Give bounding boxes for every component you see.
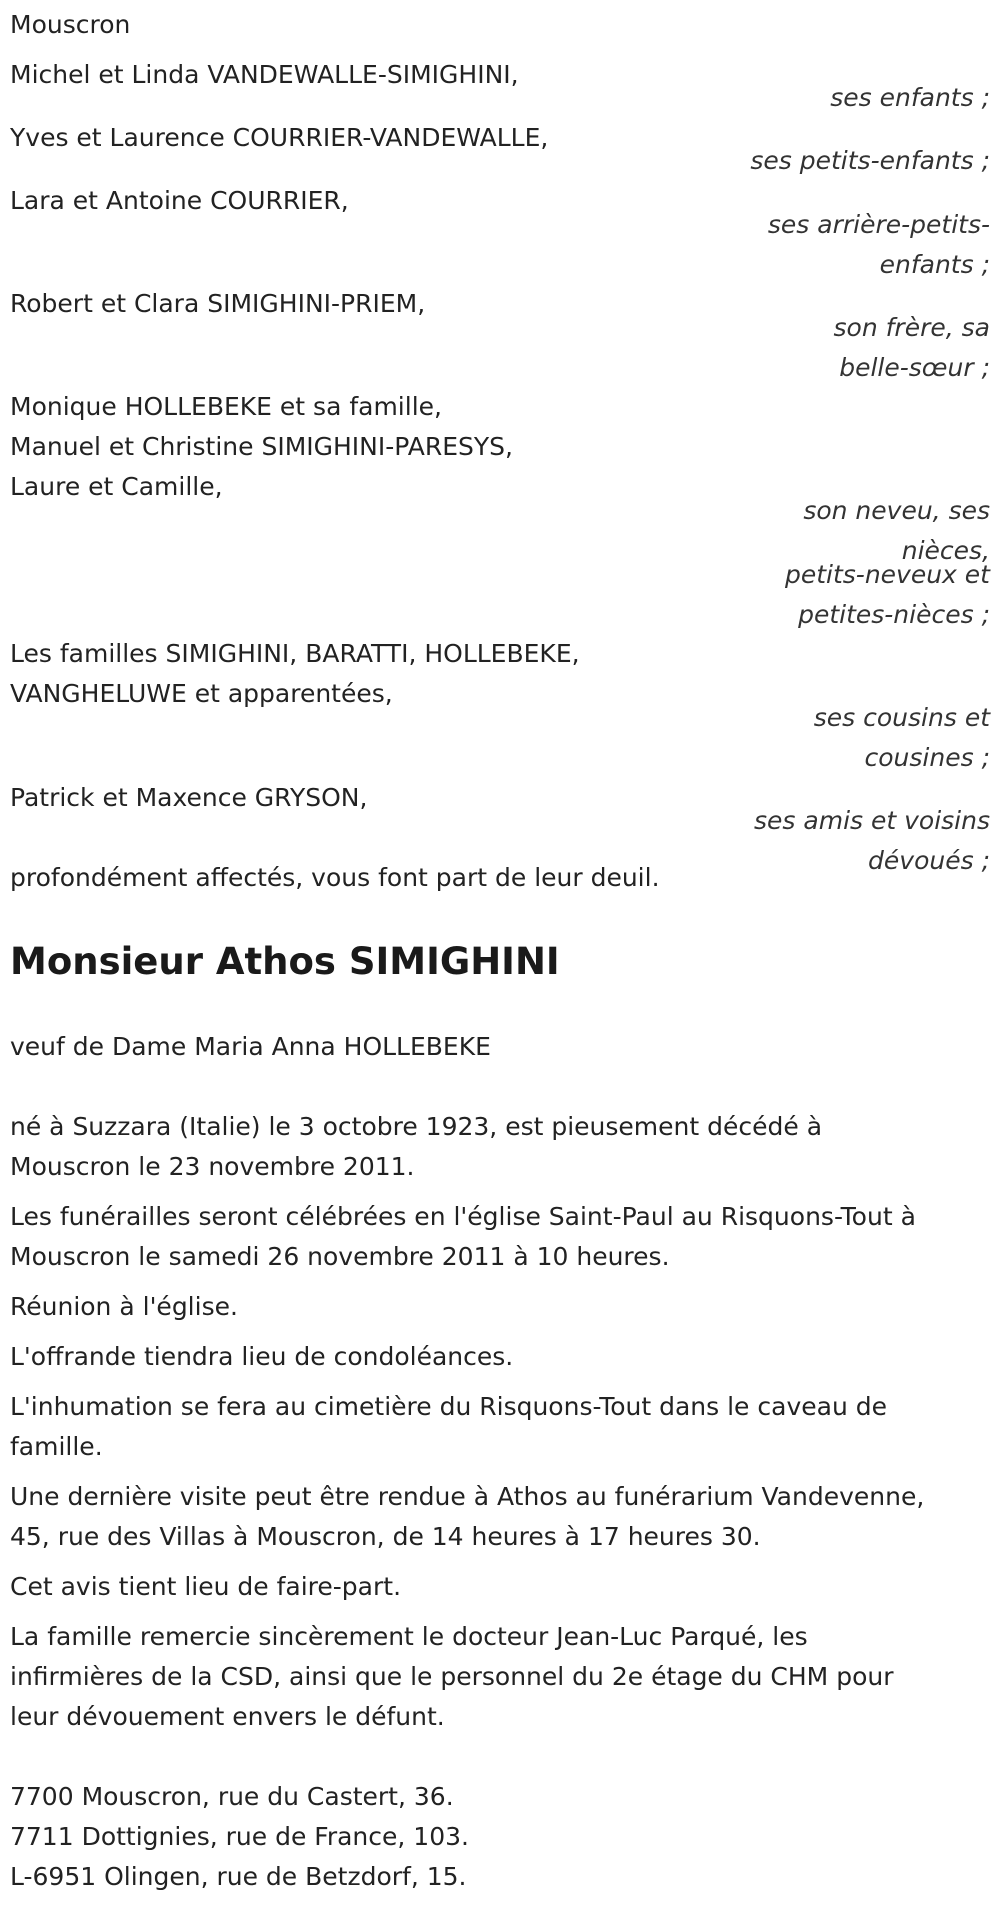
family-relation: dévoués ;	[868, 846, 990, 875]
family-relation: son frère, sa	[833, 313, 990, 342]
paragraph-line: Une dernière visite peut être rendue à Athos au funérarium Vandevenne,	[10, 1482, 925, 1511]
paragraph-line: L'inhumation se fera au cimetière du Risquons-Tout dans le caveau de	[10, 1392, 887, 1421]
paragraph-line: né à Suzzara (Italie) le 3 octobre 1923, est pieusement décédé à	[10, 1112, 823, 1141]
family-relation: enfants ;	[879, 250, 990, 279]
family-relation: nièces,	[901, 536, 990, 565]
family-relation: petits-neveux et	[784, 560, 990, 589]
family-names: Manuel et Christine SIMIGHINI-PARESYS,	[10, 432, 513, 461]
family-names: Robert et Clara SIMIGHINI-PRIEM,	[10, 289, 426, 318]
family-names: Les familles SIMIGHINI, BARATTI, HOLLEBEKE,	[10, 639, 580, 668]
paragraph-line: Mouscron le samedi 26 novembre 2011 à 10 heures.	[10, 1242, 670, 1271]
address-line: 7700 Mouscron, rue du Castert, 36.	[10, 1782, 454, 1811]
family-relation: son neveu, ses	[803, 496, 990, 525]
family-relation: belle-sœur ;	[839, 353, 990, 382]
family-relation: ses cousins et	[813, 703, 990, 732]
paragraph-line: Cet avis tient lieu de faire-part.	[10, 1572, 402, 1601]
city: Mouscron	[10, 10, 131, 39]
family-relation: cousines ;	[864, 743, 990, 772]
family-relation: petites-nièces ;	[798, 600, 990, 629]
paragraph-line: leur dévouement envers le défunt.	[10, 1702, 445, 1731]
family-names: Monique HOLLEBEKE et sa famille,	[10, 392, 442, 421]
family-names: Laure et Camille,	[10, 472, 223, 501]
paragraph-line: Réunion à l'église.	[10, 1292, 238, 1321]
deceased-name: Monsieur Athos SIMIGHINI	[10, 940, 560, 983]
paragraph-line: infirmières de la CSD, ainsi que le personnel du 2e étage du CHM pour	[10, 1662, 894, 1691]
address-line: L-6951 Olingen, rue de Betzdorf, 15.	[10, 1862, 467, 1891]
paragraph-line: Mouscron le 23 novembre 2011.	[10, 1152, 415, 1181]
paragraph-line: famille.	[10, 1432, 103, 1461]
family-names: Michel et Linda VANDEWALLE-SIMIGHINI,	[10, 60, 519, 89]
family-relation: ses amis et voisins	[754, 806, 990, 835]
widower-line: veuf de Dame Maria Anna HOLLEBEKE	[10, 1032, 491, 1061]
paragraph-line: L'offrande tiendra lieu de condoléances.	[10, 1342, 514, 1371]
family-names: VANGHELUWE et apparentées,	[10, 679, 393, 708]
paragraph-line: La famille remercie sincèrement le docteur Jean-Luc Parqué, les	[10, 1622, 808, 1651]
family-relation: ses petits-enfants ;	[750, 146, 990, 175]
family-names: Yves et Laurence COURRIER-VANDEWALLE,	[10, 123, 549, 152]
family-relation: ses enfants ;	[830, 83, 990, 112]
paragraph-line: 45, rue des Villas à Mouscron, de 14 heures à 17 heures 30.	[10, 1522, 761, 1551]
family-names: Lara et Antoine COURRIER,	[10, 186, 349, 215]
family-names: Patrick et Maxence GRYSON,	[10, 783, 368, 812]
paragraph-line: Les funérailles seront célébrées en l'église Saint-Paul au Risquons-Tout à	[10, 1202, 916, 1231]
address-line: 7711 Dottignies, rue de France, 103.	[10, 1822, 469, 1851]
closing-line: profondément affectés, vous font part de leur deuil.	[10, 863, 660, 892]
family-relation: ses arrière-petits-	[767, 210, 990, 239]
